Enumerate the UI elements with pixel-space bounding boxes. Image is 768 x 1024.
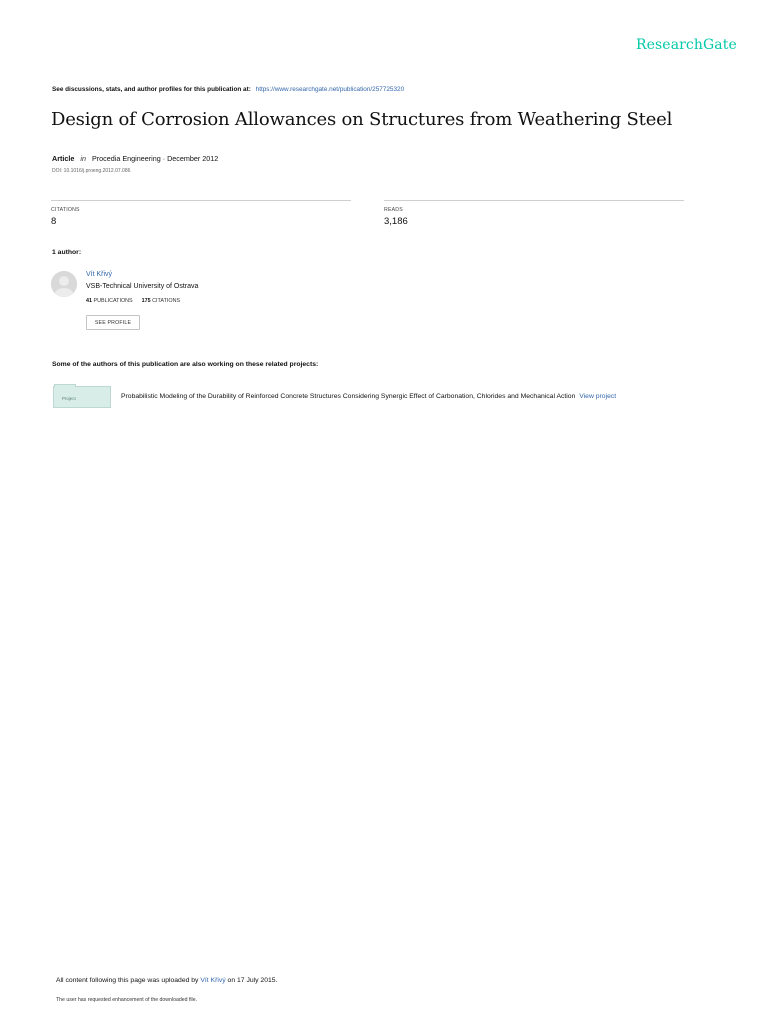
see-discussions-text: See discussions, stats, and author profiles for this publication at: <box>52 86 251 93</box>
uploaded-prefix: All content following this page was uploaded by <box>56 977 199 984</box>
see-discussions-line <box>52 86 404 93</box>
author-publications-label: PUBLICATIONS <box>93 298 133 304</box>
project-badge: Project <box>62 396 76 401</box>
reads-label: READS <box>384 207 403 213</box>
citations-value: 8 <box>51 216 57 227</box>
project-title: Probabilistic Modeling of the Durability of Reinforced Concrete Structures Considering Synergic Effect of Carbonation, Chlorides and Mechanical Action <box>121 393 576 400</box>
uploader-link[interactable]: Vít Křivý <box>200 977 226 984</box>
author-publications-count: 41 <box>86 298 92 304</box>
user-silhouette-icon <box>51 271 77 297</box>
enhancement-note: The user has requested enhancement of the downloaded file. <box>56 997 198 1003</box>
authors-heading: 1 author: <box>52 249 82 256</box>
author-stats <box>86 298 180 304</box>
author-citations-count: 175 <box>141 298 151 304</box>
avatar[interactable] <box>51 271 77 297</box>
uploaded-suffix: on 17 July 2015. <box>227 977 278 984</box>
in-word: in <box>80 154 86 163</box>
related-project <box>121 393 616 400</box>
author-name-link[interactable]: Vít Křivý <box>86 271 113 278</box>
reads-value: 3,186 <box>384 216 408 227</box>
publication-type: Article <box>52 154 75 163</box>
publication-meta <box>52 154 218 163</box>
reads-divider <box>384 200 684 201</box>
view-project-link[interactable]: View project <box>579 393 617 400</box>
publication-url-link[interactable]: https://www.researchgate.net/publication/257725320 <box>255 86 405 93</box>
author-citations-label: CITATIONS <box>152 298 181 304</box>
citations-divider <box>51 200 351 201</box>
folder-tab <box>54 384 76 387</box>
researchgate-logo[interactable]: ResearchGate <box>636 37 737 53</box>
project-folder-icon[interactable] <box>53 386 111 408</box>
journal-date: Procedia Engineering · December 2012 <box>91 154 219 163</box>
see-profile-button[interactable]: SEE PROFILE <box>86 315 140 330</box>
related-projects-heading: Some of the authors of this publication are also working on these related projects: <box>52 361 319 368</box>
citations-label: CITATIONS <box>51 207 80 213</box>
author-institution: VSB-Technical University of Ostrava <box>86 283 199 290</box>
publication-title: Design of Corrosion Allowances on Structures from Weathering Steel <box>51 109 673 130</box>
upload-note <box>56 977 277 984</box>
doi: DOI: 10.1016/j.proeng.2012.07.086 <box>52 168 131 174</box>
